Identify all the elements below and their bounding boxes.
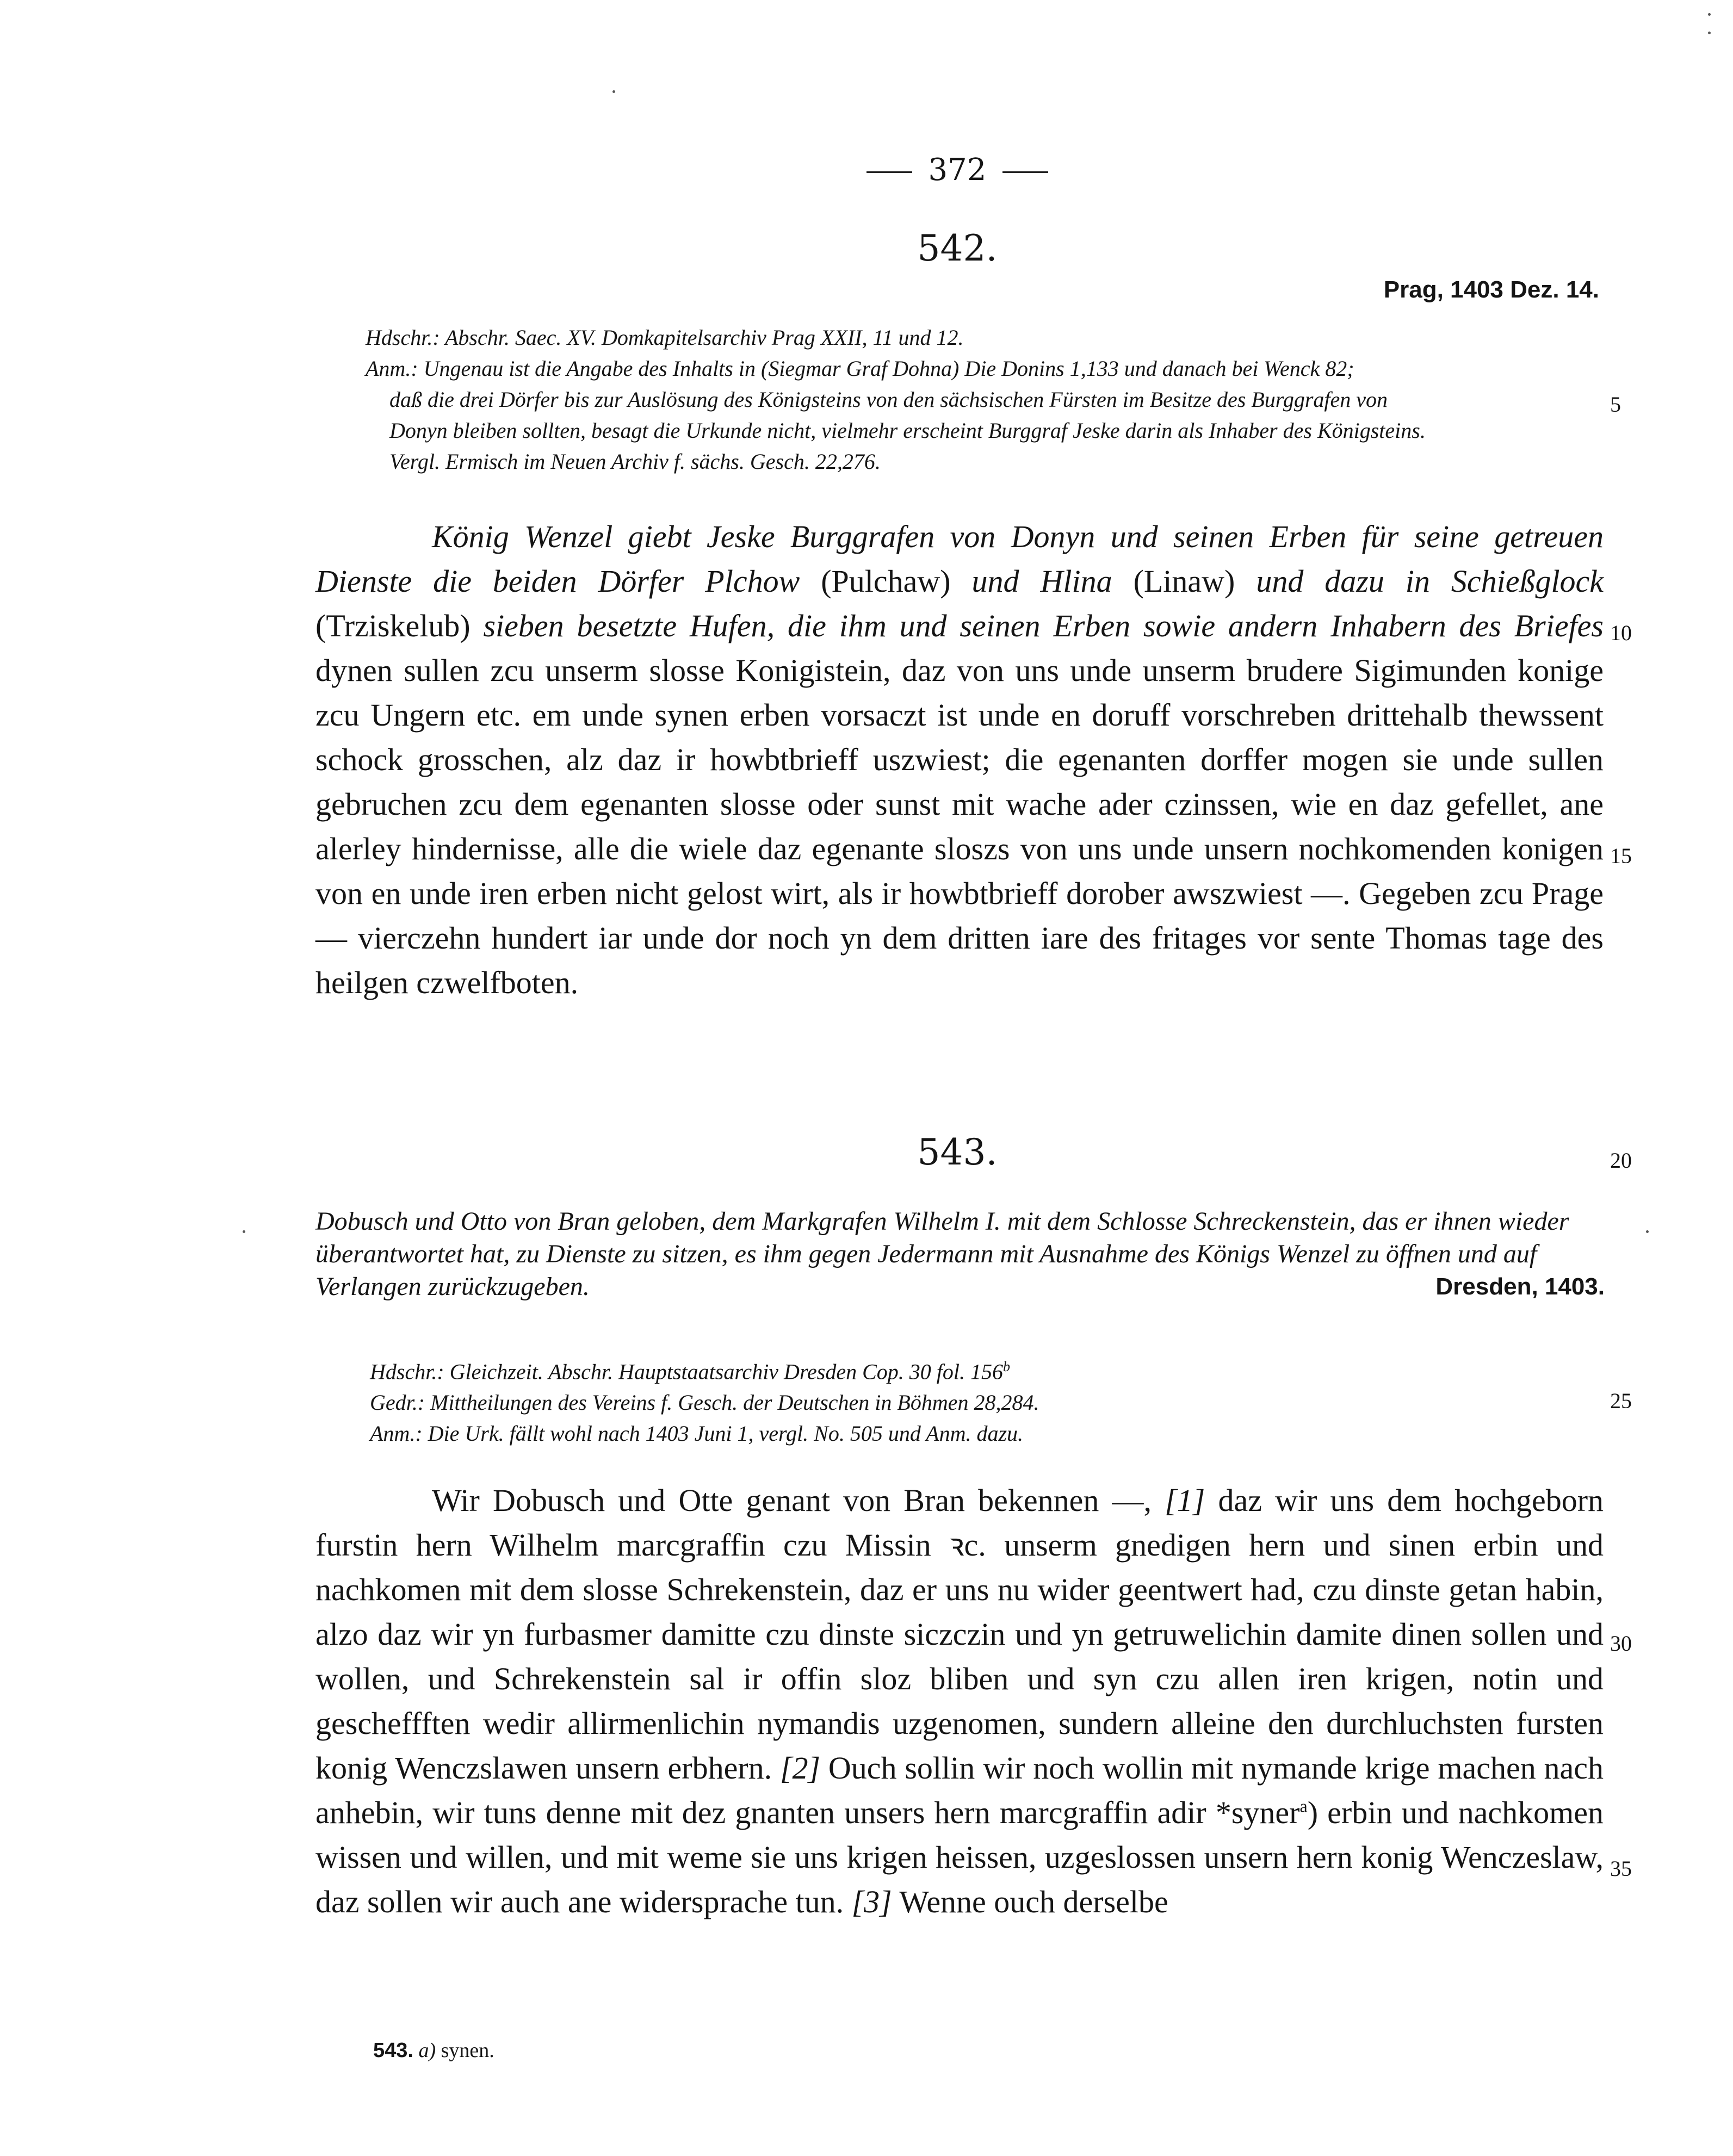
paragraph-marker: [1] [1165, 1483, 1205, 1518]
charter-text: daz wir uns dem hochgeborn furstin hern Wilhelm marcgraffin czu Missin ꝛc. unserm gnedigen hern und sinen erbin und nachkomen mit dem slosse Schrekenstein, daz er uns nu wider geentwert had, czu dinste getan habin, alzo daz wir yn furbasmer damitte czu dinste siczczin und yn getruwelichin damite dinen sollen und wollen, und Schrekenstein sal ir offin sloz bliben und syn czu allen iren krigen, notin und gescheffften wedir allirmenlichin nymandis uzgenomen, sundern alleine den durchluchsten fursten konig Wenczslawen unsern erbhern. [315, 1483, 1604, 1786]
scan-speck [243, 1230, 245, 1233]
page-number: 372 [810, 152, 1104, 188]
footnote-doc-ref: 543. [373, 2039, 413, 2062]
line-number: 15 [1610, 844, 1632, 868]
place-date-542: Prag, 1403 Dez. 14. [1383, 276, 1599, 303]
document-number-543: 543. [917, 1131, 998, 1173]
charter-text: Wenne ouch derselbe [899, 1884, 1168, 1919]
note-line: Hdschr.: Abschr. Saec. XV. Domkapitelsarchiv Prag XXII, 11 und 12. [366, 325, 964, 350]
place-name: (Pulchaw) [821, 563, 951, 599]
regest-italic: sieben besetzte Hufen, die ihm und seinen Erben sowie andern Inhabern des Briefes [483, 608, 1604, 643]
document-text-542 [315, 515, 1604, 1005]
footnote-ref: a [1299, 1796, 1308, 1816]
regest-543: Dobusch und Otto von Bran geloben, dem Markgrafen Wilhelm I. mit dem Schlosse Schreckenstein, das er ihnen wieder überantwortet hat, zu Dienste zu sitzen, es ihm gegen Jedermann mit Ausnahme des Königs Wenzel zu öffnen und auf Verlangen zurückzugeben. Dresden, 1403. [315, 1205, 1605, 1303]
footnote-text: synen. [441, 2039, 494, 2062]
paragraph-marker: [2] [779, 1750, 821, 1786]
scan-speck [1708, 32, 1711, 34]
note-line: Vergl. Ermisch im Neuen Archiv f. sächs. Gesch. 22,276. [389, 449, 881, 474]
note-line: Hdschr.: Gleichzeit. Abschr. Hauptstaatsarchiv Dresden Cop. 30 fol. 156$^b$ [370, 1359, 1011, 1384]
regest-italic: und dazu in Schießglock [1256, 563, 1604, 599]
document-text-543 [315, 1478, 1604, 1924]
paragraph-marker: [3] [851, 1884, 892, 1919]
footnote-mark: a) [418, 2039, 436, 2062]
document-number-542: 542. [917, 227, 998, 269]
footnote [373, 2039, 494, 2062]
line-number: 5 [1610, 392, 1621, 417]
line-number: 35 [1610, 1856, 1632, 1881]
dash-rule [1002, 171, 1048, 173]
scan-speck [612, 90, 615, 93]
place-date-543: Dresden, 1403. [1435, 1273, 1605, 1300]
line-number: 30 [1610, 1631, 1632, 1656]
notes-542 [366, 322, 1606, 477]
note-line: Gedr.: Mittheilungen des Vereins f. Gesch. der Deutschen in Böhmen 28,284. [370, 1390, 1039, 1415]
scan-speck [1646, 1230, 1649, 1233]
place-name: (Trziskelub) [315, 608, 471, 643]
note-line: Anm.: Die Urk. fällt wohl nach 1403 Juni 1, vergl. No. 505 und Anm. dazu. [370, 1421, 1024, 1446]
dash-rule [866, 171, 912, 173]
charter-text: ) erbin und nachkomen wissen und willen, und mit weme sie uns krigen heissen, uzgeslossen unsern hern konig Wenczeslaw, daz sollen wir auch ane widersprache tun. [315, 1795, 1604, 1919]
charter-text: Ouch sollin wir noch wollin mit nymande krige machen nach anhebin, wir tuns denne mit dez gnanten unsers hern marcgraffin adir *syner [315, 1750, 1604, 1830]
line-number: 20 [1610, 1148, 1632, 1173]
line-number: 25 [1610, 1389, 1632, 1413]
note-line: daß die drei Dörfer bis zur Auslösung des Königsteins von den sächsischen Fürsten im Besitze des Burggrafen von [389, 387, 1388, 412]
place-name: (Linaw) [1133, 563, 1235, 599]
line-number: 10 [1610, 621, 1632, 645]
notes-543 [370, 1351, 1567, 1449]
charter-text: Wir Dobusch und Otte genant von Bran bekennen —, [432, 1483, 1152, 1518]
regest-italic: und Hlina [971, 563, 1112, 599]
scan-speck [1708, 13, 1711, 16]
regest-italic: König Wenzel giebt Jeske Burggrafen von Donyn und seinen Erben für seine getreuen Dienste die beiden Dörfer Plchow [315, 519, 1604, 599]
charter-text: dynen sullen zcu unserm slosse Konigistein, daz von uns unde unserm brudere Sigimunden konige zcu Ungern etc. em unde synen erben vorsaczt ist unde en doruff vorschreben drittehalb thewssent schock grosschen, alz daz ir howbtbrieff uszwiest; die egenanten dorffer mogen sie unde sullen gebruchen zcu dem egenanten slosse oder sunst mit wache ader czinssen, wie en daz gefellet, ane alerley hindernisse, alle die wiele daz egenante sloszs von uns unde unsern nochkomenden konigen von en unde iren erben nicht gelost wirt, als ir howbtbrieff dorober awszwiest —. Gegeben zcu Prage — vierczehn hundert iar unde dor noch yn dem dritten iare des fritages vor sente Thomas tage des heilgen czwelfboten. [315, 653, 1604, 1000]
note-line: Donyn bleiben sollten, besagt die Urkunde nicht, vielmehr erscheint Burggraf Jeske darin als Inhaber des Königsteins. [389, 418, 1426, 443]
note-line: Anm.: Ungenau ist die Angabe des Inhalts in (Siegmar Graf Dohna) Die Donins 1,133 und danach bei Wenck 82; [366, 356, 1354, 381]
